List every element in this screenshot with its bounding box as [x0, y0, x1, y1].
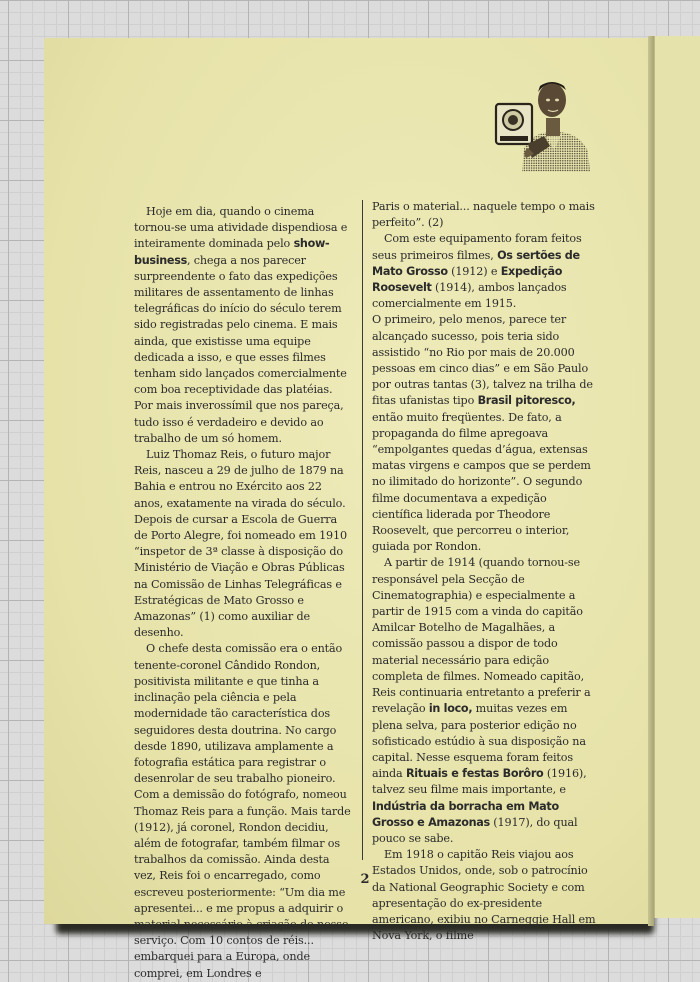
bold-title: Rituais e festas Borôro	[405, 767, 544, 781]
bold-title: show-business	[134, 237, 330, 267]
bold-title: Expedição Roosevelt	[372, 264, 563, 295]
column-divider	[362, 200, 363, 860]
paragraph: Hoje em dia, quando o cinema tornou-se uma atividade dispendiosa e inteiramente dominada pelo show-business, chega a nos parecer surpreendente o fato das expedições militares de assentamento de linhas telegráficas do início do século terem sido registradas pelo cinema. E mais ainda, que existisse uma equipe dedicada a isso, e que esses filmes tenham sido lançados comercialmente com boa receptividade das platéias. Por mais inverossímil que nos pareça, tudo isso é verdadeiro e devido ao trabalho de um só homem.	[134, 205, 348, 445]
text-column-right	[372, 199, 598, 944]
paragraph: Com este equipamento foram feitos seus primeiros filmes, Os sertões de Mato Grosso (1912) e Expedição Roosevelt (1914), ambos lançados comercialmente em 1915.	[372, 232, 582, 311]
bold-title: in loco,	[428, 702, 473, 716]
text-column-left	[134, 204, 352, 982]
paragraph: Luiz Thomaz Reis, o futuro major Reis, nasceu a 29 de julho de 1879 na Bahia e entrou no Exército aos 22 anos, exatamente na virada do século. Depois de cursar a Escola de Guerra de Porto Alegre, foi nomeado em 1910 “inspetor de 3ª classe à disposição do Ministério de Viação e Obras Públicas na Comissão de Linhas Telegráficas e Estratégicas de Mato Grosso e Amazonas” (1) como auxiliar de desenho.	[134, 448, 347, 640]
bold-title: Brasil pitoresco,	[477, 394, 576, 408]
paragraph: Paris o material... naquele tempo o mais perfeito”. (2)	[372, 200, 595, 230]
paragraph: O chefe desta comissão era o então tenente-coronel Cândido Rondon, positivista militante e que tinha a inclinação pela ciência e pela modernidade tão característica dos seguidores desta doutrina. No cargo desde 1890, utilizava amplamente a fotografia estática para registrar o desenrolar de seu trabalho pioneiro. Com a demissão do fotógrafo, nomeou Thomaz Reis para a função. Mais tarde (1912), já coronel, Rondon decidiu, além de fotografar, também filmar os trabalhos da comissão. Ainda desta vez, Reis foi o encarregado, como escreveu posteriormente: “Um dia me apresentei... e me propus a adquirir o material necessário à criação do nosso serviço. Com 10 contos de réis... embarquei para a Europa, onde comprei, em Londres e	[134, 642, 351, 980]
booklet-spine	[648, 36, 654, 926]
paragraph: Em 1918 o capitão Reis viajou aos Estados Unidos, onde, sob o patrocínio da National Geographic Society e com apresentação do ex-presidente americano, exibiu no Carneggie Hall em Nova York, o filme	[372, 848, 596, 943]
paragraph: A partir de 1914 (quando tornou-se responsável pela Secção de Cinematographia) e especialmente a partir de 1915 com a vinda do capitão Amilcar Botelho de Magalhães, a comissão passou a dispor de todo material necessário para edição completa de filmes. Nomeado capitão, Reis continuaria entretanto a preferir a revelação in loco, muitas vezes em plena selva, para posterior edição no sofisticado estúdio à sua disposição na capital. Nesse esquema foram feitos ainda Rituais e festas Borôro (1916), talvez seu filme mais importante, e Indústria da borracha em Mato Grosso e Amazonas (1917), do qual pouco se sabe.	[372, 556, 591, 845]
bold-title: Os sertões de Mato Grosso	[372, 248, 580, 278]
bold-title: Indústria da borracha em Mato Grosso e Amazonas	[372, 799, 559, 829]
paragraph: O primeiro, pelo menos, parece ter alcançado sucesso, pois teria sido assistido “no Rio por mais de 20.000 pessoas em cinco dias” e em São Paulo por outras tantas (3), talvez na trilha de fitas ufanistas tipo Brasil pitoresco, então muito freqüentes. De fato, a propaganda do filme apregoava “empolgantes quedas d’água, extensas matas virgens e campos que se perdem no ilimitado do horizonte”. O segundo filme documentava a expedição científica liderada por Theodore Roosevelt, que percorreu o interior, guiada por Rondon.	[372, 313, 593, 554]
page-number: 2	[360, 872, 370, 887]
next-page-edge	[653, 36, 700, 918]
cameraman-photo	[492, 78, 590, 172]
